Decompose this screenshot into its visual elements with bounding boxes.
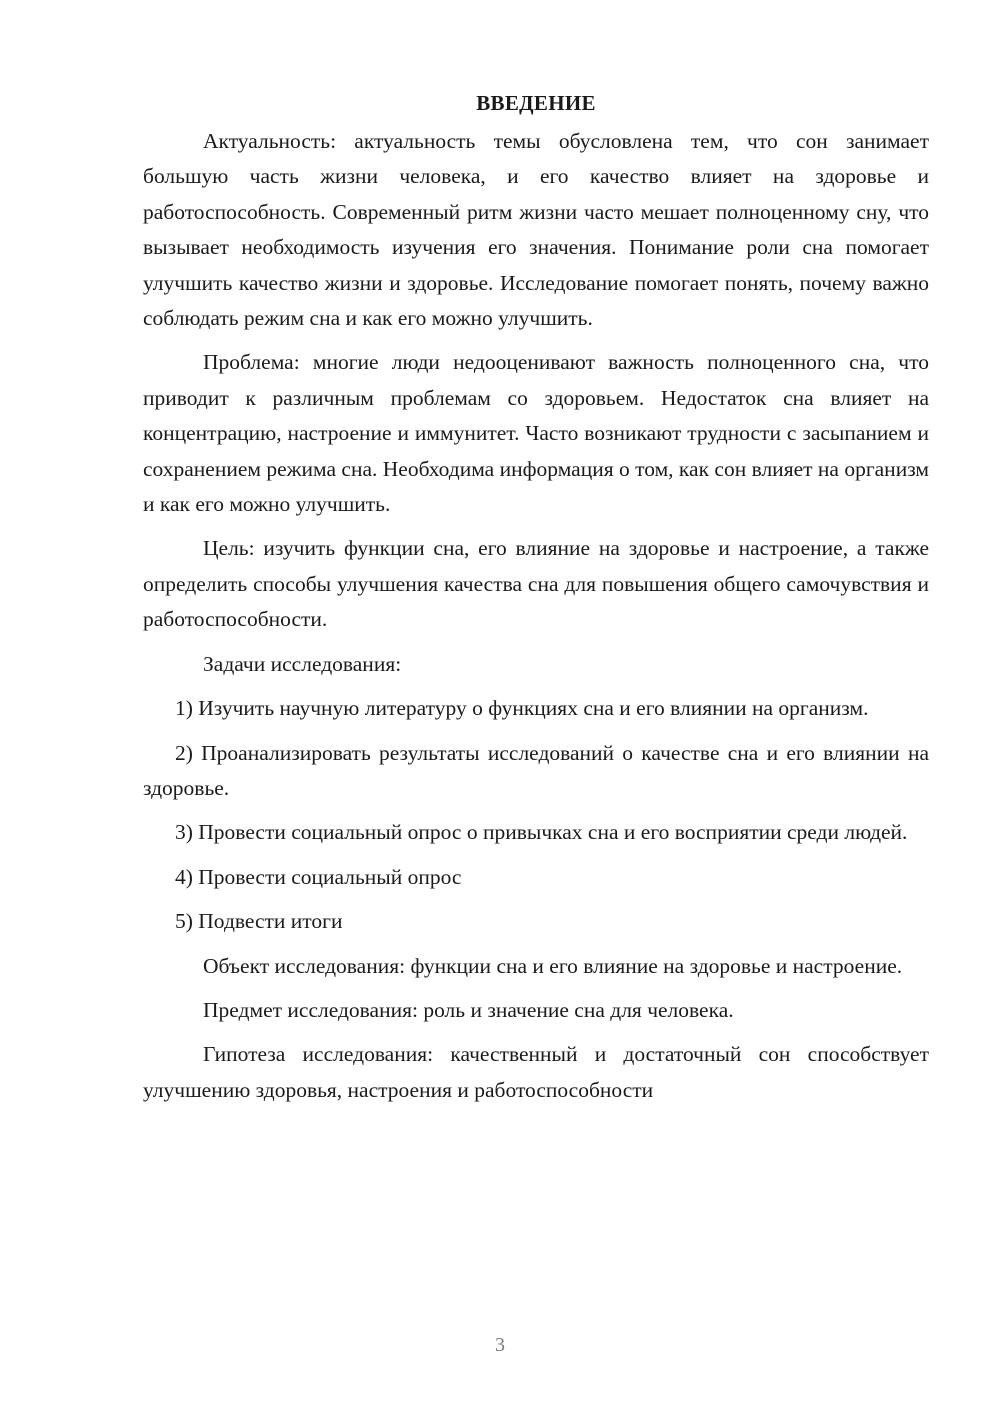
page-number: 3 xyxy=(495,1334,505,1356)
page-content xyxy=(143,88,929,1117)
task-item-5: 5) Подвести итоги xyxy=(175,909,343,934)
task-item-1: 1) Изучить научную литературу о функциях сна и его влиянии на организм. xyxy=(175,696,869,721)
object-paragraph: Объект исследования: функции сна и его влияние на здоровье и настроение. xyxy=(203,953,903,978)
hypothesis-paragraph: Гипотеза исследования: качественный и достаточный сон способствует улучшению здоровья, настроения и работоспособности xyxy=(143,1042,929,1102)
task-item-3: 3) Провести социальный опрос о привычках сна и его восприятии среди людей. xyxy=(175,820,908,845)
goal-paragraph: Цель: изучить функции сна, его влияние на здоровье и настроение, а также определить способы улучшения качества сна для повышения общего самочувствия и работоспособности. xyxy=(143,536,929,632)
relevance-paragraph: Актуальность: актуальность темы обусловлена тем, что сон занимает большую часть жизни человека, и его качество влияет на здоровье и работоспособность. Современный ритм жизни часто мешает полноценному сну, что вызывает необходимость изучения его значения. Понимание роли сна помогает улучшить качество жизни и здоровье. Исследование помогает понять, почему важно соблюдать режим сна и как его можно улучшить. xyxy=(143,129,929,331)
subject-paragraph: Предмет исследования: роль и значение сна для человека. xyxy=(203,997,734,1022)
tasks-heading: Задачи исследования: xyxy=(203,651,402,676)
page-title: ВВЕДЕНИЕ xyxy=(476,91,596,115)
task-item-4: 4) Провести социальный опрос xyxy=(175,864,462,889)
problem-paragraph: Проблема: многие люди недооценивают важность полноценного сна, что приводит к различным проблемам со здоровьем. Недостаток сна влияет на концентрацию, настроение и иммунитет. Часто возникают трудности с засыпанием и сохранением режима сна. Необходима информация о том, как сон влияет на организм и как его можно улучшить. xyxy=(143,350,929,517)
task-item-2: 2) Проанализировать результаты исследований о качестве сна и его влиянии на здоровье. xyxy=(143,740,929,800)
